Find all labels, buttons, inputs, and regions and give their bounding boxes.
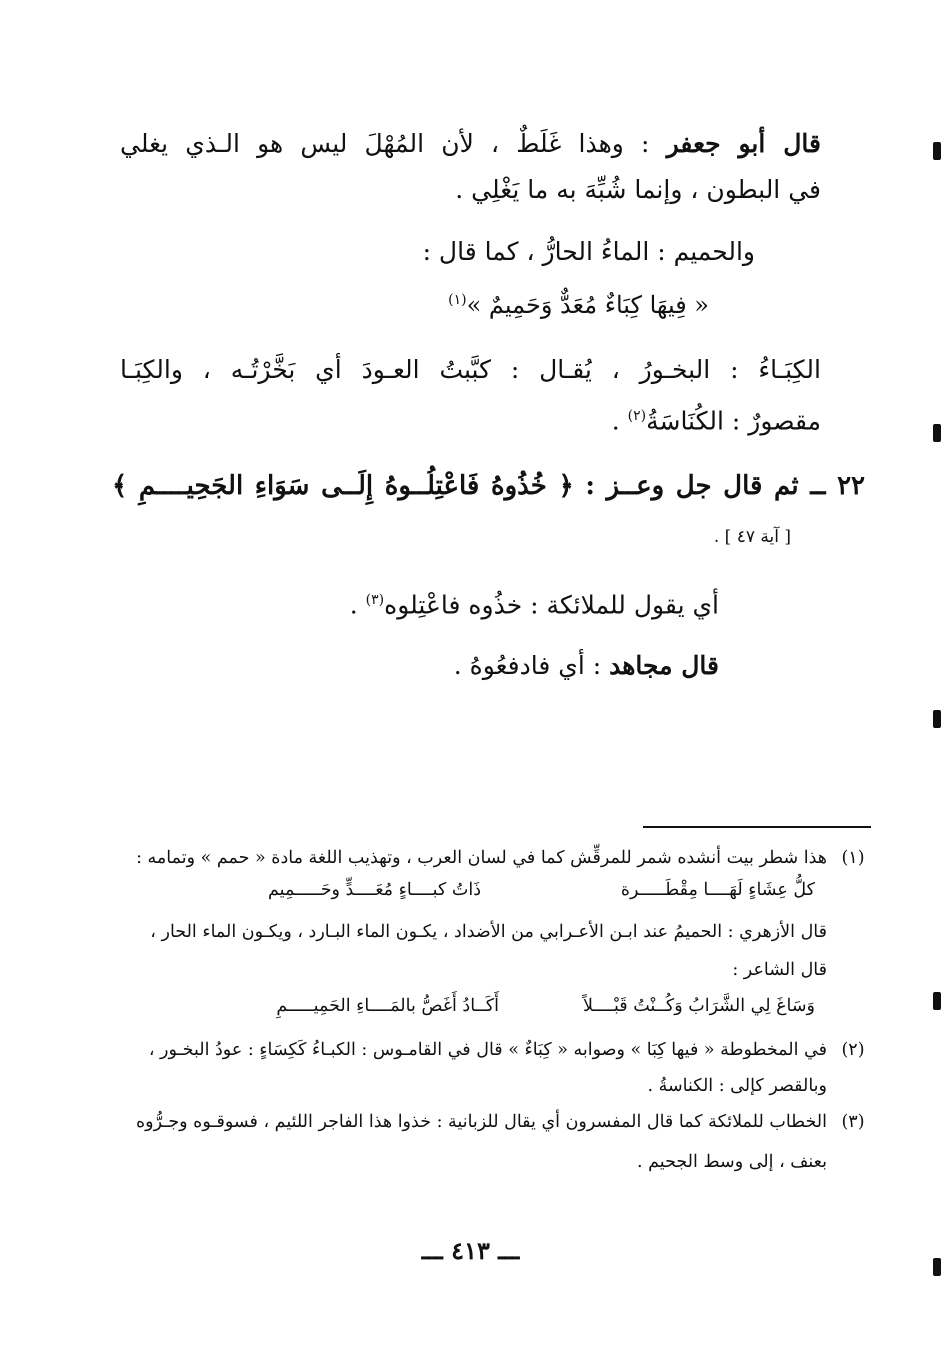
footnote-text: قال الأزهري : الحميمُ عند ابـن الأعـرابي من الأضداد ، يكـون الماء البـارد ، ويكـون الماء الحار ، [150,922,827,942]
verse-hemistich-1: كلُّ عِشَاءٍ لَهَــــا مِقْطَـــــرة [620,880,815,900]
body-text: : وهذا غَلَطٌ ، لأن المُهْلَ ليس هو الـذي يغلي [120,129,667,158]
verse-intro: ثم قال جل وعــز : [573,471,811,501]
footnote-ref: (٣) [365,592,385,608]
edge-mark [933,142,941,160]
page-number: ـــ ٤١٣ ـــ [421,1236,520,1265]
body-text: الكِبَـاءُ : البخـورُ ، يُقـال : كبَّبتُ العـودَ أي بَخَّرْتُـه ، والكِبَـا [120,355,821,384]
edge-mark [933,992,941,1010]
body-line-9 [120,646,719,686]
footnote-text: قال الشاعر : [732,960,827,980]
body-text: . [611,406,628,436]
verse-heading [112,466,865,506]
footnote-text: هذا شطر بيت أنشده شمر للمرقِّش كما في لسان العرب ، وتهذيب اللغة مادة « حمم » وتمامه : [136,848,827,868]
body-line-2 [120,170,821,210]
verse-quote: « فِيهَا كِبَاءٌ مُعَدٌّ وَحَمِيمٌ » [466,291,709,319]
footnote-number: (٢) [841,1040,865,1060]
body-line-8 [120,580,719,625]
body-line-3 [120,232,755,272]
footnote-ref: (١) [448,292,467,308]
edge-mark [933,424,941,442]
footnote-text: وبالقصر كإلى : الكناسةُ . [647,1076,827,1096]
footnote-text: بعنف ، إلى وسط الجحيم . [637,1152,827,1172]
body-text: والحميم : الماءُ الحارُّ ، كما قال : [422,237,755,266]
footnote-text: في المخطوطة « فيها كِبَا » وصوابه « كِبَاءٌ » قال في القامـوس : الكبـاءُ كَكِسَاءٍ : عودُ البخـور ، [148,1040,827,1060]
footnote-ref: (٢) [627,408,647,424]
edge-mark [933,710,941,728]
body-line-6 [120,396,821,441]
verse-number: ٢٢ ــ [810,471,865,501]
verse-hemistich-1: وَسَاغَ لِي الشَّرَابُ وَكُــنْتُ قَبْــــلاً [583,996,815,1016]
body-text: أي يقول للملائكة : خذُوه فاعْتِلوه [384,590,719,620]
verse-hemistich-2: ذَاتُ كبــــاءٍ مُعَــــدٍّ وحَـــــمِيم [268,880,481,900]
quoted-verse [120,280,709,325]
footnote-divider [643,826,871,828]
footnote-number: (١) [841,848,865,868]
ayah-ref: [ آية ٤٧ ] . [713,527,791,547]
footnote-number: (٣) [841,1112,865,1132]
body-line-1 [120,124,821,164]
quran-verse: ﴿ خُذُوهُ فَاعْتِلُــوهُ إِلَــى سَوَاءِ الجَحِيــــمِ ﴾ [112,471,574,501]
speaker-name: قال أبو جعفر [666,129,822,158]
body-text: مقصورٌ : الكُنَاسَةُ [646,406,821,436]
body-text: : أي فادفعُوهُ . [453,651,610,680]
body-text: . [349,590,366,620]
body-text: في البطون ، وإنما شُبِّهَ به ما يَغْلِي . [455,175,821,204]
ayah-reference [120,522,791,552]
body-line-5 [120,350,821,390]
verse-hemistich-2: أَكَــادُ أَغَصُّ بالمَــــاءِ الحَمِيـــــمِ [276,996,499,1016]
speaker-name: قال مجاهد [609,651,719,680]
footnote-text: الخطاب للملائكة كما قال المفسرون أي يقال للزبانية : خذوا هذا الفاجر اللئيم ، فسوقـوه وجـرُّوه [135,1112,827,1132]
